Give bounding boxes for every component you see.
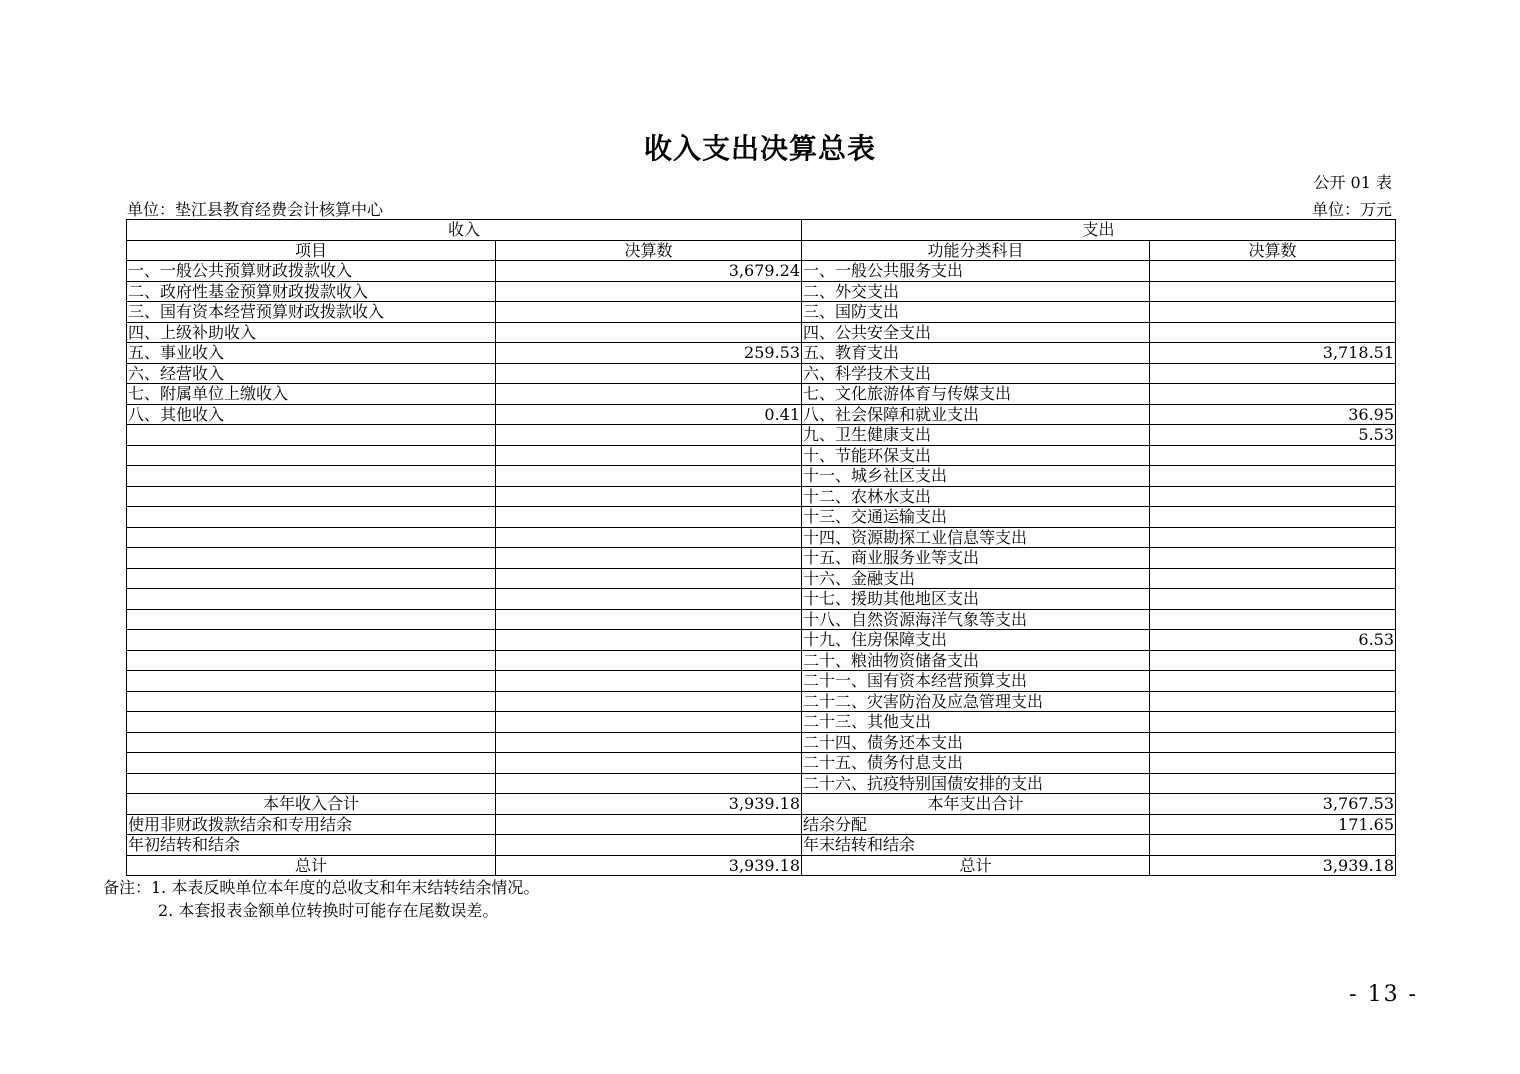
total-income-label: 本年收入合计 [127, 794, 496, 815]
expense-amount-cell: 5.53 [1150, 425, 1396, 446]
total-income-label: 总计 [127, 855, 496, 876]
income-amount-cell [496, 507, 802, 528]
expense-amount-cell [1150, 568, 1396, 589]
income-item-cell [127, 609, 496, 630]
expense-amount-cell [1150, 650, 1396, 671]
table-row [127, 343, 1396, 364]
expense-item-cell: 十二、农林水支出 [802, 486, 1150, 507]
income-amount-cell [496, 445, 802, 466]
income-amount-cell [496, 589, 802, 610]
table-row [127, 691, 1396, 712]
income-item-cell: 四、上级补助收入 [127, 322, 496, 343]
table-row [127, 404, 1396, 425]
income-amount-cell [496, 384, 802, 405]
expense-amount-cell: 3,718.51 [1150, 343, 1396, 364]
total-income-amount [496, 835, 802, 856]
expense-amount-cell [1150, 363, 1396, 384]
income-item-cell [127, 589, 496, 610]
total-expense-label: 年末结转和结余 [802, 835, 1150, 856]
expense-item-cell: 八、社会保障和就业支出 [802, 404, 1150, 425]
expense-amount-cell [1150, 589, 1396, 610]
income-amount-cell [496, 425, 802, 446]
total-expense-amount [1150, 835, 1396, 856]
income-item-cell [127, 486, 496, 507]
income-amount-cell [496, 568, 802, 589]
expense-amount-cell [1150, 732, 1396, 753]
income-amount-cell [496, 466, 802, 487]
table-row [127, 384, 1396, 405]
total-row [127, 835, 1396, 856]
income-expense-table [126, 219, 1396, 876]
expense-item-cell: 二十六、抗疫特别国债安排的支出 [802, 773, 1150, 794]
expense-item-cell: 五、教育支出 [802, 343, 1150, 364]
notes [103, 876, 539, 922]
form-number: 公开 01 表 [1313, 173, 1392, 192]
expense-item-cell: 十九、住房保障支出 [802, 630, 1150, 651]
table-row [127, 302, 1396, 323]
income-item-cell [127, 712, 496, 733]
expense-item-cell: 十六、金融支出 [802, 568, 1150, 589]
expense-item-cell: 二十四、债务还本支出 [802, 732, 1150, 753]
total-row [127, 814, 1396, 835]
expense-item-cell: 二十五、债务付息支出 [802, 753, 1150, 774]
expense-amount-cell [1150, 281, 1396, 302]
income-amount-cell [496, 548, 802, 569]
expense-item-cell: 十八、自然资源海洋气象等支出 [802, 609, 1150, 630]
income-item-cell [127, 732, 496, 753]
income-amount-cell [496, 322, 802, 343]
expense-item-cell: 二、外交支出 [802, 281, 1150, 302]
income-item-cell: 一、一般公共预算财政拨款收入 [127, 261, 496, 282]
income-item-cell: 五、事业收入 [127, 343, 496, 364]
income-item-cell [127, 671, 496, 692]
page-title: 收入支出决算总表 [643, 132, 876, 165]
income-item-cell: 六、经营收入 [127, 363, 496, 384]
expense-amount-cell [1150, 671, 1396, 692]
income-item-cell [127, 507, 496, 528]
table-row [127, 773, 1396, 794]
table-row [127, 322, 1396, 343]
column-header-function: 功能分类科目 [802, 240, 1150, 261]
total-row [127, 794, 1396, 815]
table-row [127, 650, 1396, 671]
income-item-cell [127, 425, 496, 446]
total-expense-amount: 3,767.53 [1150, 794, 1396, 815]
total-income-amount: 3,939.18 [496, 794, 802, 815]
expense-amount-cell [1150, 548, 1396, 569]
table-row [127, 261, 1396, 282]
expense-item-cell: 十七、援助其他地区支出 [802, 589, 1150, 610]
table-row [127, 732, 1396, 753]
expense-amount-cell [1150, 609, 1396, 630]
total-expense-amount: 3,939.18 [1150, 855, 1396, 876]
income-amount-cell [496, 753, 802, 774]
page-number: - 13 - [1349, 982, 1418, 1007]
table-row [127, 486, 1396, 507]
table-row [127, 527, 1396, 548]
expense-item-cell: 十、节能环保支出 [802, 445, 1150, 466]
table-row [127, 609, 1396, 630]
expense-amount-cell [1150, 691, 1396, 712]
income-item-cell [127, 548, 496, 569]
expense-item-cell: 二十一、国有资本经营预算支出 [802, 671, 1150, 692]
expense-amount-cell [1150, 753, 1396, 774]
table-row [127, 568, 1396, 589]
income-amount-cell: 0.41 [496, 404, 802, 425]
total-income-amount: 3,939.18 [496, 855, 802, 876]
table-row [127, 753, 1396, 774]
table-row [127, 445, 1396, 466]
income-amount-cell [496, 671, 802, 692]
income-amount-cell [496, 302, 802, 323]
income-item-cell [127, 445, 496, 466]
expense-item-cell: 十三、交通运输支出 [802, 507, 1150, 528]
expense-item-cell: 二十三、其他支出 [802, 712, 1150, 733]
table-row [127, 425, 1396, 446]
table-row [127, 281, 1396, 302]
income-item-cell: 七、附属单位上缴收入 [127, 384, 496, 405]
column-header-row [127, 240, 1396, 261]
expense-amount-cell [1150, 302, 1396, 323]
expense-amount-cell [1150, 384, 1396, 405]
income-item-cell [127, 650, 496, 671]
income-item-cell [127, 691, 496, 712]
table-row [127, 589, 1396, 610]
expense-item-cell: 六、科学技术支出 [802, 363, 1150, 384]
total-income-label: 年初结转和结余 [127, 835, 496, 856]
expense-item-cell: 四、公共安全支出 [802, 322, 1150, 343]
note-line-2: 2. 本套报表金额单位转换时可能存在尾数误差。 [158, 901, 499, 920]
table-row [127, 548, 1396, 569]
table-row [127, 630, 1396, 651]
expense-amount-cell [1150, 527, 1396, 548]
income-amount-cell [496, 486, 802, 507]
total-row [127, 855, 1396, 876]
expense-amount-cell: 6.53 [1150, 630, 1396, 651]
income-item-cell: 三、国有资本经营预算财政拨款收入 [127, 302, 496, 323]
income-amount-cell [496, 609, 802, 630]
total-income-amount [496, 814, 802, 835]
expense-item-cell: 九、卫生健康支出 [802, 425, 1150, 446]
column-header-expense-amount: 决算数 [1150, 240, 1396, 261]
currency-unit: 单位：万元 [1311, 200, 1392, 219]
expense-amount-cell [1150, 322, 1396, 343]
expense-amount-cell [1150, 466, 1396, 487]
expense-item-cell: 二十、粮油物资储备支出 [802, 650, 1150, 671]
expense-amount-cell [1150, 445, 1396, 466]
income-amount-cell [496, 650, 802, 671]
expense-amount-cell [1150, 507, 1396, 528]
income-item-cell [127, 568, 496, 589]
expense-item-cell: 七、文化旅游体育与传媒支出 [802, 384, 1150, 405]
expense-item-cell: 二十二、灾害防治及应急管理支出 [802, 691, 1150, 712]
income-amount-cell [496, 732, 802, 753]
income-item-cell [127, 773, 496, 794]
table-row [127, 507, 1396, 528]
expense-amount-cell [1150, 486, 1396, 507]
income-item-cell [127, 630, 496, 651]
income-amount-cell [496, 281, 802, 302]
expense-amount-cell: 36.95 [1150, 404, 1396, 425]
column-header-item: 项目 [127, 240, 496, 261]
organization-unit: 单位：垫江县教育经费会计核算中心 [127, 200, 384, 219]
total-expense-amount: 171.65 [1150, 814, 1396, 835]
income-amount-cell: 259.53 [496, 343, 802, 364]
income-amount-cell [496, 712, 802, 733]
income-amount-cell [496, 773, 802, 794]
table-row [127, 363, 1396, 384]
expense-item-cell: 十四、资源勘探工业信息等支出 [802, 527, 1150, 548]
income-amount-cell [496, 691, 802, 712]
income-section-header: 收入 [127, 220, 802, 241]
expense-amount-cell [1150, 773, 1396, 794]
note-line-1: 备注：1. 本表反映单位本年度的总收支和年末结转结余情况。 [103, 878, 540, 897]
expense-amount-cell [1150, 712, 1396, 733]
total-expense-label: 结余分配 [802, 814, 1150, 835]
income-amount-cell: 3,679.24 [496, 261, 802, 282]
income-item-cell [127, 466, 496, 487]
income-item-cell: 二、政府性基金预算财政拨款收入 [127, 281, 496, 302]
expense-item-cell: 十五、商业服务业等支出 [802, 548, 1150, 569]
income-amount-cell [496, 630, 802, 651]
column-header-income-amount: 决算数 [496, 240, 802, 261]
table-row [127, 712, 1396, 733]
income-item-cell [127, 527, 496, 548]
income-amount-cell [496, 527, 802, 548]
total-expense-label: 总计 [802, 855, 1150, 876]
expense-item-cell: 一、一般公共服务支出 [802, 261, 1150, 282]
income-item-cell: 八、其他收入 [127, 404, 496, 425]
section-header-row [127, 220, 1396, 241]
expense-item-cell: 十一、城乡社区支出 [802, 466, 1150, 487]
income-item-cell [127, 753, 496, 774]
expense-section-header: 支出 [802, 220, 1396, 241]
total-income-label: 使用非财政拨款结余和专用结余 [127, 814, 496, 835]
table-row [127, 466, 1396, 487]
total-expense-label: 本年支出合计 [802, 794, 1150, 815]
expense-amount-cell [1150, 261, 1396, 282]
table-row [127, 671, 1396, 692]
income-amount-cell [496, 363, 802, 384]
expense-item-cell: 三、国防支出 [802, 302, 1150, 323]
